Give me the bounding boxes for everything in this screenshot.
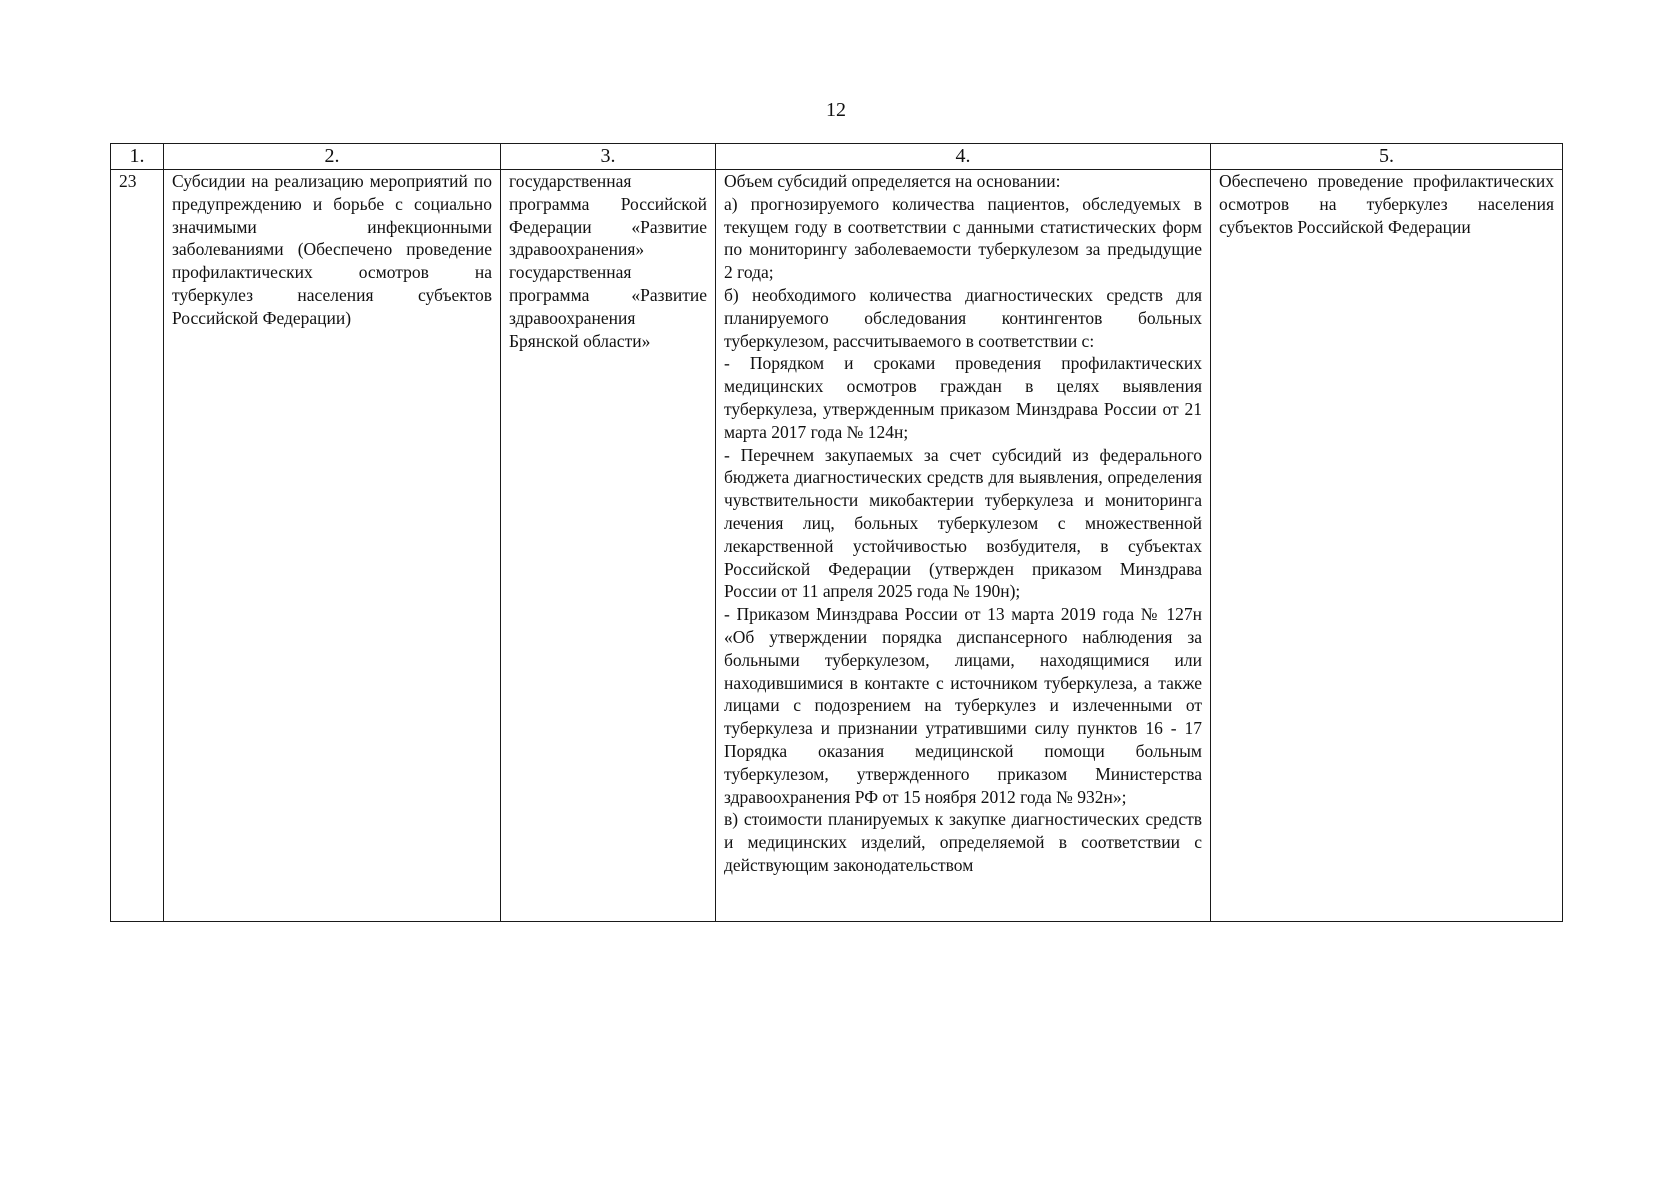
table-header-row — [111, 144, 1563, 170]
basis-item-v: в) стоимости планируемых к закупке диагностических средств и медицинских изделий, определяемой в соответствии с действующим законодательством — [724, 809, 1202, 875]
result-text: Обеспечено проведение профилактических осмотров на туберкулез населения субъектов Российской Федерации — [1219, 171, 1554, 237]
row-number: 23 — [111, 170, 164, 922]
basis-order-190n: - Перечнем закупаемых за счет субсидий из федерального бюджета диагностических средств для выявления, определения чувствительности микобактерии туберкулеза и мониторинга лечения лиц, больных туберкулезом с множественной лекарственной устойчивостью возбудителя, в субъектах Российской Федерации (утвержден приказом Минздрава России от 11 апреля 2025 года № 190н); — [724, 444, 1202, 602]
basis-item-b: б) необходимого количества диагностических средств для планируемого обследования контингентов больных туберкулезом, рассчитываемого в соответствии с: — [724, 284, 1202, 351]
page-number: 12 — [826, 99, 846, 121]
header-col-5: 5. — [1211, 144, 1563, 170]
cell-programs — [501, 170, 716, 922]
cell-subsidy-name — [164, 170, 501, 922]
header-col-1: 1. — [111, 144, 164, 170]
program-regional: государственная программа «Развитие здравоохранения Брянской области» — [509, 262, 707, 351]
header-col-4: 4. — [716, 144, 1211, 170]
document-table — [110, 143, 1563, 922]
header-col-2: 2. — [164, 144, 501, 170]
cell-calculation-basis — [716, 170, 1211, 922]
basis-intro: Объем субсидий определяется на основании: — [724, 171, 1061, 191]
basis-order-127n: - Приказом Минздрава России от 13 марта 2019 года № 127н «Об утверждении порядка диспансерного наблюдения за больными туберкулезом, лицами, находящимися или находившимися в контакте с источником туберкулеза, а также лицами с подозрением на туберкулез и излеченными от туберкулеза и признании утратившими силу пунктов 16 - 17 Порядка оказания медицинской помощи больным туберкулезом, утвержденного приказом Министерства здравоохранения РФ от 15 ноября 2012 года № 932н»; — [724, 604, 1202, 807]
program-federal: государственная программа Российской Федерации «Развитие здравоохранения» — [509, 171, 707, 260]
table-row — [111, 170, 1563, 922]
cell-result — [1211, 170, 1563, 922]
basis-item-a: а) прогнозируемого количества пациентов, обследуемых в текущем году в соответствии с данными статистических форм по мониторингу заболеваемости туберкулезом за предыдущие 2 года; — [724, 193, 1202, 283]
basis-order-124n: - Порядком и сроками проведения профилактических медицинских осмотров граждан в целях выявления туберкулеза, утвержденным приказом Минздрава России от 21 марта 2017 года № 124н; — [724, 353, 1202, 442]
subsidy-name-text: Субсидии на реализацию мероприятий по предупреждению и борьбе с социально значимыми инфекционными заболеваниями (Обеспечено проведение профилактических осмотров на туберкулез населения субъектов Российской Федерации) — [172, 171, 492, 328]
header-col-3: 3. — [501, 144, 716, 170]
